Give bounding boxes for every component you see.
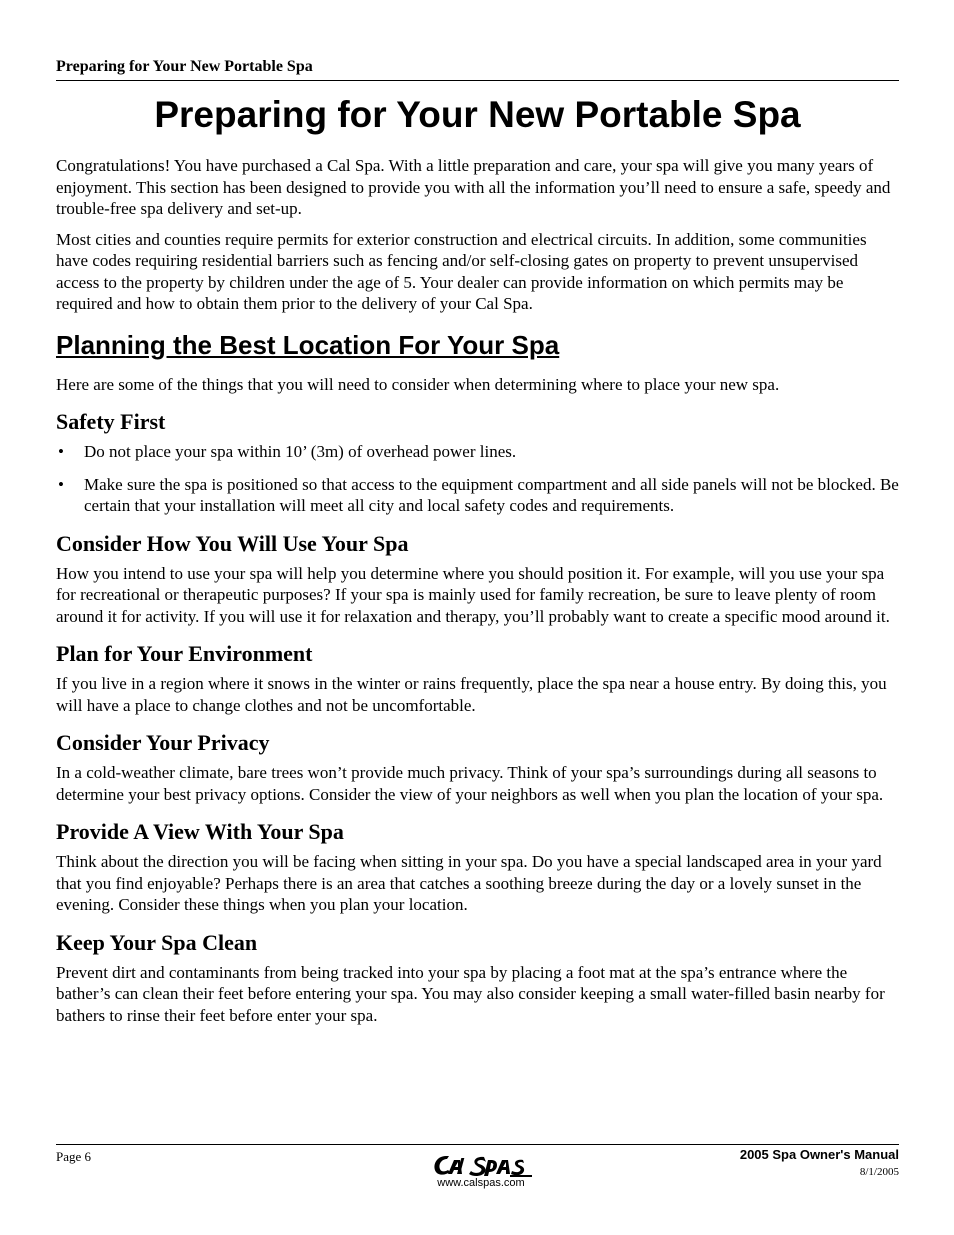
intro-paragraph-2: Most cities and counties require permits for exterior construction and electrical circuits. In addition, some communities have codes requiring residential barriers such as fencing and/or self-closing gates on property to prevent unsupervised access to the property by children under the age of 5. Your dealer can provide information on which permits may be required and how to obtain them prior to the delivery of your Cal Spa. [56, 229, 867, 313]
logo-url: www.calspas.com [437, 1177, 525, 1189]
bullet-icon: • [58, 474, 64, 494]
subsection-body-clean: Prevent dirt and contaminants from being tracked into your spa by placing a foot mat at the spa’s entrance where the bather’s can clean their feet before entering your spa. You may also consider keeping a small water-filled basin nearby for bathers to rinse their feet before enter your spa. [56, 962, 885, 1025]
subsection-body-environment: If you live in a region where it snows in the winter or rains frequently, place the spa near a house entry. By doing this, you will have a place to change clothes and not be uncomfortable. [56, 674, 887, 715]
intro-paragraph-1: Congratulations! You have purchased a Cal Spa. With a little preparation and care, your spa will give you many years of enjoyment. This section has been designed to provide you with all the information you’ll need to ensure a safe, speedy and trouble-free spa delivery and set-up. [56, 156, 891, 218]
list-item-text: Do not place your spa within 10’ (3m) of overhead power lines. [84, 442, 517, 461]
subsection-body-privacy: In a cold-weather climate, bare trees won’t provide much privacy. Think of your spa’s surroundings during all seasons to determine your best privacy options. Consider the view of your neighbors as well when you plan the location of your spa. [56, 763, 884, 804]
bullet-icon: • [58, 442, 64, 461]
page-title: Preparing for Your New Portable Spa [154, 94, 801, 135]
document-body [56, 155, 899, 1035]
list-item-text: Make sure the spa is positioned so that access to the equipment compartment and all side panels will not be blocked. Be certain that your installation will meet all city and local safety codes and requirements. [84, 474, 899, 515]
subsection-body-view: Think about the direction you will be facing when sitting in your spa. Do you have a special landscaped area in your yard that you find enjoyable? Perhaps there is an area that catches a soothing breeze during the day or a lovely sunset in the evening. Consider these things when you plan your location. [56, 852, 882, 914]
subsection-body-use: How you intend to use your spa will help you determine where you should position it. For example, will you use your spa for recreational or therapeutic purposes? If your spa is mainly used for family recreation, be sure to leave plenty of room around it for activity. If you will use it for relaxation and therapy, you’ll probably want to create a specific mood around it. [56, 563, 890, 626]
subsection-heading-privacy: Consider Your Privacy [56, 730, 270, 755]
page-number: Page 6 [56, 1149, 92, 1164]
safety-list [56, 441, 899, 517]
manual-title: 2005 Spa Owner's Manual [739, 1147, 899, 1162]
running-header: Preparing for Your New Portable Spa [56, 58, 899, 81]
safety-heading: Safety First [56, 409, 166, 434]
subsection-heading-use: Consider How You Will Use Your Spa [56, 530, 409, 556]
section-heading: Planning the Best Location For Your Spa [56, 329, 560, 360]
list-item [56, 441, 899, 463]
subsection-heading-environment: Plan for Your Environment [56, 641, 313, 666]
list-item [56, 474, 899, 517]
manual-date: 8/1/2005 [859, 1166, 899, 1178]
footer-divider [56, 1144, 899, 1145]
section-intro: Here are some of the things that you will need to consider when determining where to place your new spa. [56, 374, 780, 394]
subsection-heading-view: Provide A View With Your Spa [56, 819, 344, 844]
subsection-heading-clean: Keep Your Spa Clean [56, 929, 258, 955]
